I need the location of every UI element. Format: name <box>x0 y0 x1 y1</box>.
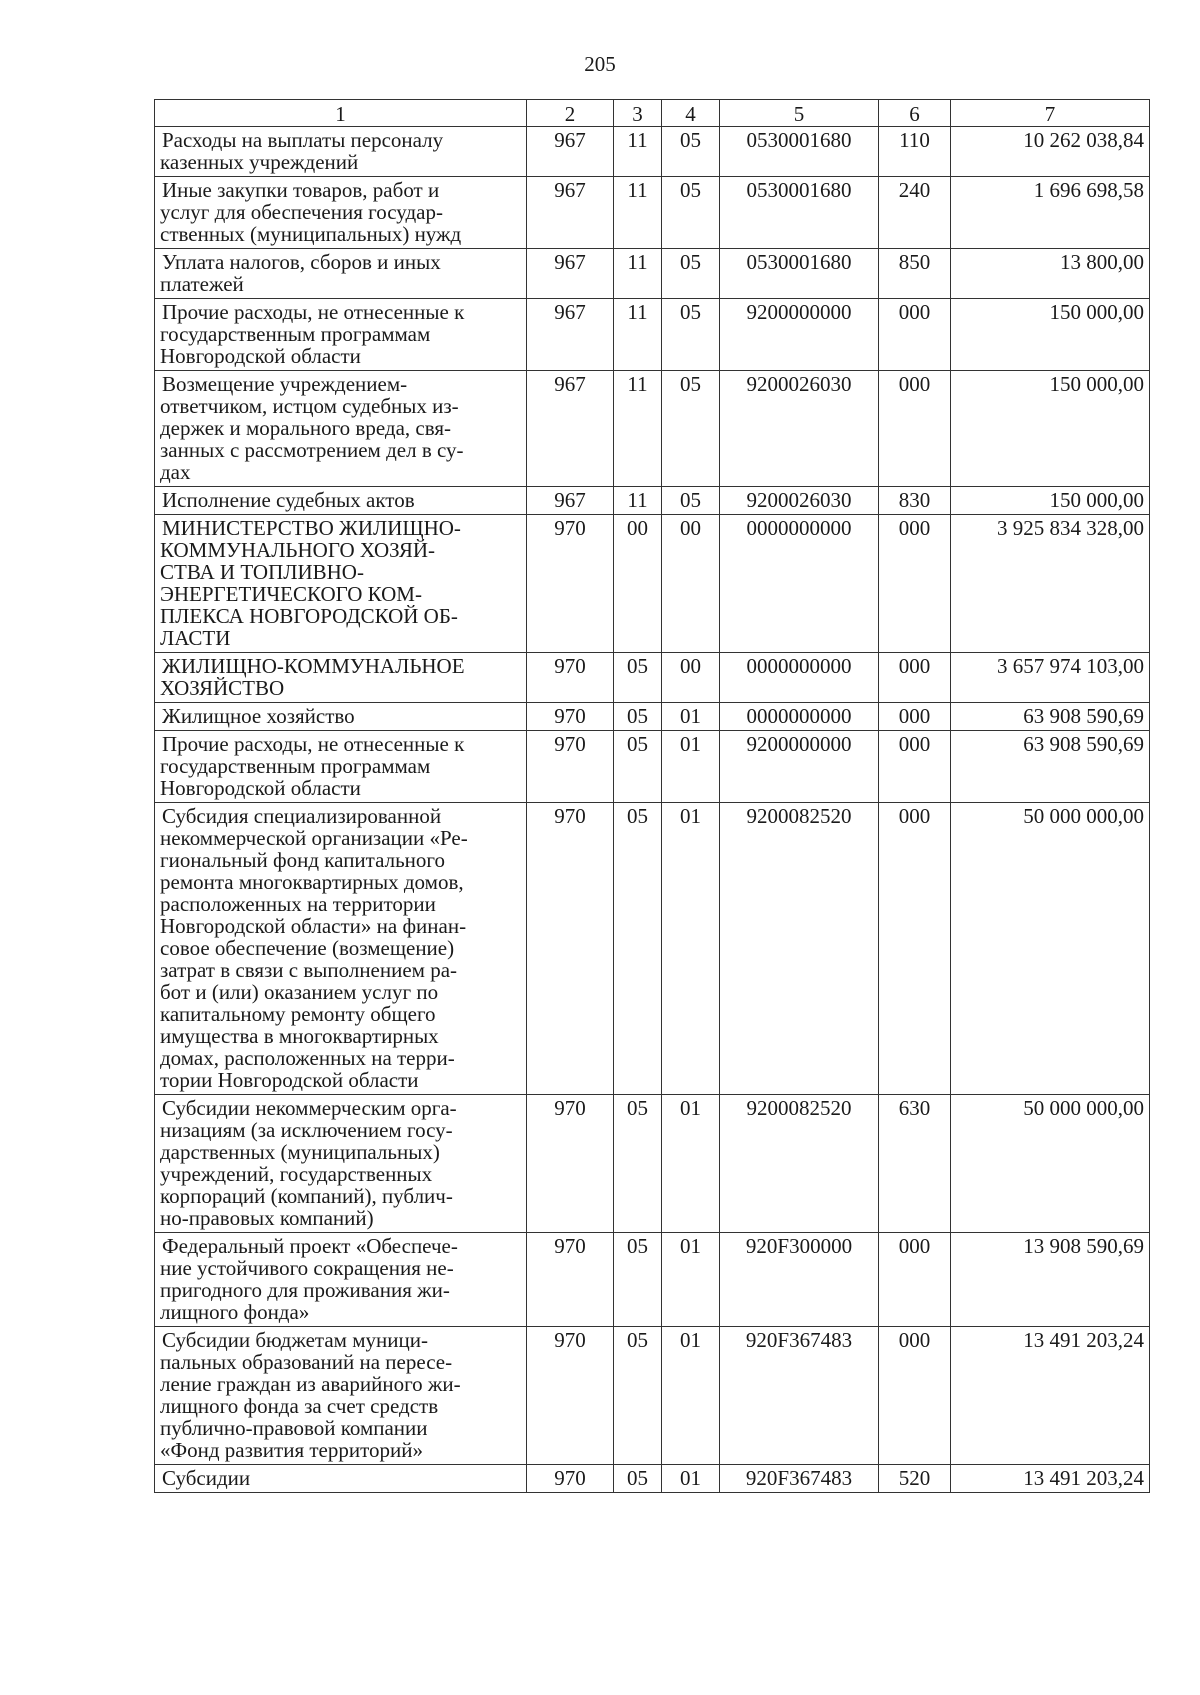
row-name-line: Уплата налогов, сборов и иных <box>162 250 441 274</box>
section-code-cell: 05 <box>614 1233 662 1327</box>
row-name-cell <box>155 731 527 803</box>
row-name-line: затрат в связи с выполнением ра- <box>160 958 458 982</box>
expense-type-cell: 000 <box>879 515 951 653</box>
amount-cell: 63 908 590,69 <box>951 731 1150 803</box>
row-name-cell <box>155 177 527 249</box>
expense-type-cell: 000 <box>879 703 951 731</box>
row-name-line: государственным программам <box>160 754 431 778</box>
target-article-cell: 9200082520 <box>720 803 879 1095</box>
amount-cell: 150 000,00 <box>951 299 1150 371</box>
row-name-line: Возмещение учреждением- <box>162 372 408 396</box>
amount-cell: 3 925 834 328,00 <box>951 515 1150 653</box>
target-article-cell: 9200026030 <box>720 371 879 487</box>
row-name-line: Субсидия специализированной <box>162 804 442 828</box>
amount-cell: 13 491 203,24 <box>951 1465 1150 1493</box>
row-name-cell <box>155 653 527 703</box>
ministry-code-cell: 970 <box>527 515 614 653</box>
row-name-cell <box>155 1327 527 1465</box>
row-name-line: расположенных на территории <box>160 892 436 916</box>
row-name-line: КОММУНАЛЬНОГО ХОЗЯЙ- <box>160 538 436 562</box>
row-name-line: лищного фонда» <box>160 1300 310 1324</box>
row-name-line: капитальному ремонту общего <box>160 1002 436 1026</box>
section-code-cell: 11 <box>614 371 662 487</box>
section-code-cell: 11 <box>614 299 662 371</box>
row-name-line: дарственных (муниципальных) <box>160 1140 440 1164</box>
column-header: 4 <box>662 100 720 127</box>
ministry-code-cell: 970 <box>527 803 614 1095</box>
row-name-cell <box>155 703 527 731</box>
expense-type-cell: 850 <box>879 249 951 299</box>
row-name-cell <box>155 1233 527 1327</box>
row-name-cell <box>155 1095 527 1233</box>
table-row <box>155 653 1150 703</box>
row-name-line: Новгородской области <box>160 776 361 800</box>
row-name-line: дах <box>160 460 191 484</box>
section-code-cell: 11 <box>614 487 662 515</box>
row-name-line: Субсидии некоммерческим орга- <box>162 1096 457 1120</box>
target-article-cell: 0530001680 <box>720 127 879 177</box>
row-name-line: бот и (или) оказанием услуг по <box>160 980 439 1004</box>
row-name-line: «Фонд развития территорий» <box>160 1438 423 1462</box>
row-name-line: Исполнение судебных актов <box>162 488 415 512</box>
subsection-code-cell: 05 <box>662 127 720 177</box>
row-name-cell <box>155 299 527 371</box>
subsection-code-cell: 05 <box>662 249 720 299</box>
target-article-cell: 920F367483 <box>720 1327 879 1465</box>
subsection-code-cell: 00 <box>662 515 720 653</box>
row-name-line: ЛАСТИ <box>160 626 231 650</box>
row-name-line: держек и морального вреда, свя- <box>160 416 452 440</box>
table-row <box>155 515 1150 653</box>
row-name-line: ственных (муниципальных) нужд <box>160 222 462 246</box>
subsection-code-cell: 01 <box>662 1465 720 1493</box>
expense-type-cell: 000 <box>879 1327 951 1465</box>
section-code-cell: 11 <box>614 177 662 249</box>
row-name-cell <box>155 371 527 487</box>
table-row <box>155 803 1150 1095</box>
row-name-line: гиональный фонд капитального <box>160 848 445 872</box>
section-code-cell: 05 <box>614 803 662 1095</box>
row-name-line: Расходы на выплаты персоналу <box>162 128 444 152</box>
expense-type-cell: 000 <box>879 1233 951 1327</box>
row-name-line: Субсидии <box>162 1466 251 1490</box>
amount-cell: 3 657 974 103,00 <box>951 653 1150 703</box>
row-name-line: занных с рассмотрением дел в су- <box>160 438 464 462</box>
target-article-cell: 9200000000 <box>720 731 879 803</box>
row-name-line: учреждений, государственных <box>160 1162 433 1186</box>
row-name-line: Жилищное хозяйство <box>162 704 355 728</box>
section-code-cell: 05 <box>614 1095 662 1233</box>
section-code-cell: 05 <box>614 653 662 703</box>
table-row <box>155 371 1150 487</box>
target-article-cell: 920F367483 <box>720 1465 879 1493</box>
table-row <box>155 177 1150 249</box>
ministry-code-cell: 967 <box>527 487 614 515</box>
section-code-cell: 05 <box>614 1465 662 1493</box>
section-code-cell: 05 <box>614 703 662 731</box>
target-article-cell: 0530001680 <box>720 177 879 249</box>
table-row <box>155 1095 1150 1233</box>
expense-type-cell: 000 <box>879 803 951 1095</box>
row-name-line: имущества в многоквартирных <box>160 1024 439 1048</box>
ministry-code-cell: 967 <box>527 371 614 487</box>
amount-cell: 13 908 590,69 <box>951 1233 1150 1327</box>
table-row <box>155 127 1150 177</box>
subsection-code-cell: 05 <box>662 371 720 487</box>
target-article-cell: 920F300000 <box>720 1233 879 1327</box>
row-name-line: ЭНЕРГЕТИЧЕСКОГО КОМ- <box>160 582 422 606</box>
expense-type-cell: 000 <box>879 371 951 487</box>
row-name-line: Иные закупки товаров, работ и <box>162 178 440 202</box>
row-name-line: СТВА И ТОПЛИВНО- <box>160 560 364 584</box>
amount-cell: 50 000 000,00 <box>951 1095 1150 1233</box>
row-name-line: домах, расположенных на терри- <box>160 1046 455 1070</box>
ministry-code-cell: 970 <box>527 653 614 703</box>
amount-cell: 63 908 590,69 <box>951 703 1150 731</box>
row-name-line: ление граждан из аварийного жи- <box>160 1372 461 1396</box>
row-name-line: Прочие расходы, не отнесенные к <box>162 300 465 324</box>
target-article-cell: 0000000000 <box>720 653 879 703</box>
target-article-cell: 9200026030 <box>720 487 879 515</box>
row-name-cell <box>155 127 527 177</box>
section-code-cell: 05 <box>614 1327 662 1465</box>
subsection-code-cell: 05 <box>662 299 720 371</box>
subsection-code-cell: 01 <box>662 1233 720 1327</box>
ministry-code-cell: 970 <box>527 1095 614 1233</box>
column-header: 6 <box>879 100 951 127</box>
row-name-line: пальных образований на пересе- <box>160 1350 453 1374</box>
row-name-cell <box>155 249 527 299</box>
target-article-cell: 0000000000 <box>720 703 879 731</box>
subsection-code-cell: 01 <box>662 731 720 803</box>
amount-cell: 13 800,00 <box>951 249 1150 299</box>
row-name-cell <box>155 803 527 1095</box>
amount-cell: 10 262 038,84 <box>951 127 1150 177</box>
ministry-code-cell: 967 <box>527 177 614 249</box>
row-name-line: Прочие расходы, не отнесенные к <box>162 732 465 756</box>
row-name-line: ремонта многоквартирных домов, <box>160 870 464 894</box>
table-row <box>155 1233 1150 1327</box>
expense-type-cell: 520 <box>879 1465 951 1493</box>
section-code-cell: 11 <box>614 127 662 177</box>
row-name-line: ХОЗЯЙСТВО <box>160 676 285 700</box>
target-article-cell: 0000000000 <box>720 515 879 653</box>
expense-type-cell: 240 <box>879 177 951 249</box>
ministry-code-cell: 967 <box>527 127 614 177</box>
row-name-line: лищного фонда за счет средств <box>160 1394 439 1418</box>
table-row <box>155 1465 1150 1493</box>
table-row <box>155 299 1150 371</box>
column-header: 1 <box>155 100 527 127</box>
row-name-line: казенных учреждений <box>160 150 359 174</box>
subsection-code-cell: 01 <box>662 1327 720 1465</box>
ministry-code-cell: 970 <box>527 1327 614 1465</box>
row-name-line: Новгородской области <box>160 344 361 368</box>
table-row <box>155 487 1150 515</box>
ministry-code-cell: 967 <box>527 299 614 371</box>
row-name-line: корпораций (компаний), публич- <box>160 1184 453 1208</box>
table-row <box>155 249 1150 299</box>
expense-type-cell: 000 <box>879 299 951 371</box>
budget-table <box>154 99 1150 1493</box>
amount-cell: 150 000,00 <box>951 371 1150 487</box>
row-name-cell <box>155 1465 527 1493</box>
column-header: 2 <box>527 100 614 127</box>
row-name-line: МИНИСТЕРСТВО ЖИЛИЩНО- <box>162 516 461 540</box>
row-name-line: платежей <box>160 272 244 296</box>
expense-type-cell: 630 <box>879 1095 951 1233</box>
row-name-line: Новгородской области» на финан- <box>160 914 467 938</box>
amount-cell: 13 491 203,24 <box>951 1327 1150 1465</box>
ministry-code-cell: 967 <box>527 249 614 299</box>
amount-cell: 50 000 000,00 <box>951 803 1150 1095</box>
table-body <box>155 127 1150 1493</box>
row-name-line: низациям (за исключением госу- <box>160 1118 453 1142</box>
page-number: 205 <box>584 52 616 76</box>
expense-type-cell: 830 <box>879 487 951 515</box>
amount-cell: 1 696 698,58 <box>951 177 1150 249</box>
column-header: 7 <box>951 100 1150 127</box>
section-code-cell: 11 <box>614 249 662 299</box>
table-row <box>155 731 1150 803</box>
subsection-code-cell: 05 <box>662 487 720 515</box>
row-name-line: Субсидии бюджетам муници- <box>162 1328 428 1352</box>
target-article-cell: 0530001680 <box>720 249 879 299</box>
column-header: 5 <box>720 100 879 127</box>
target-article-cell: 9200000000 <box>720 299 879 371</box>
row-name-cell <box>155 515 527 653</box>
row-name-cell <box>155 487 527 515</box>
row-name-line: некоммерческой организации «Ре- <box>160 826 468 850</box>
column-header: 3 <box>614 100 662 127</box>
expense-type-cell: 000 <box>879 653 951 703</box>
subsection-code-cell: 01 <box>662 703 720 731</box>
ministry-code-cell: 970 <box>527 1465 614 1493</box>
row-name-line: ответчиком, истцом судебных из- <box>160 394 459 418</box>
row-name-line: совое обеспечение (возмещение) <box>160 936 455 960</box>
ministry-code-cell: 970 <box>527 731 614 803</box>
row-name-line: тории Новгородской области <box>160 1068 419 1092</box>
row-name-line: пригодного для проживания жи- <box>160 1278 450 1302</box>
table-header-row <box>155 100 1150 127</box>
table-row <box>155 1327 1150 1465</box>
row-name-line: но-правовых компаний) <box>160 1206 374 1230</box>
row-name-line: ние устойчивого сокращения не- <box>160 1256 454 1280</box>
expense-type-cell: 110 <box>879 127 951 177</box>
amount-cell: 150 000,00 <box>951 487 1150 515</box>
ministry-code-cell: 970 <box>527 703 614 731</box>
ministry-code-cell: 970 <box>527 1233 614 1327</box>
table-row <box>155 703 1150 731</box>
subsection-code-cell: 01 <box>662 1095 720 1233</box>
row-name-line: услуг для обеспечения государ- <box>160 200 443 224</box>
subsection-code-cell: 05 <box>662 177 720 249</box>
section-code-cell: 05 <box>614 731 662 803</box>
subsection-code-cell: 01 <box>662 803 720 1095</box>
subsection-code-cell: 00 <box>662 653 720 703</box>
row-name-line: Федеральный проект «Обеспече- <box>162 1234 458 1258</box>
row-name-line: публично-правовой компании <box>160 1416 428 1440</box>
section-code-cell: 00 <box>614 515 662 653</box>
target-article-cell: 9200082520 <box>720 1095 879 1233</box>
row-name-line: ЖИЛИЩНО-КОММУНАЛЬНОЕ <box>162 654 465 678</box>
row-name-line: ПЛЕКСА НОВГОРОДСКОЙ ОБ- <box>160 604 458 628</box>
row-name-line: государственным программам <box>160 322 431 346</box>
expense-type-cell: 000 <box>879 731 951 803</box>
